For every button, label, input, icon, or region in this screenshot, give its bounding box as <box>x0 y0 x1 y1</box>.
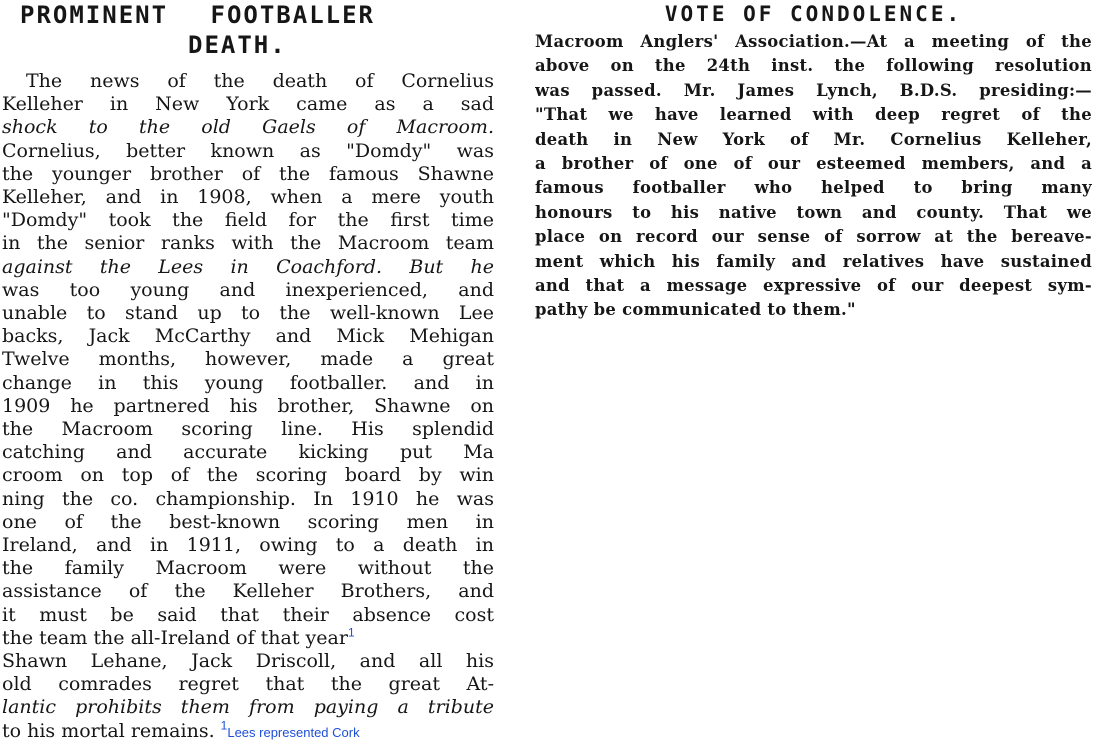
body-line: and that a message expressive of our deepest sym- <box>535 276 1092 296</box>
body-line: was too young and inexperienced, and <box>2 278 494 301</box>
headline-line-2: DEATH. <box>188 31 287 59</box>
body-line: catching and accurate kicking put Ma <box>2 441 494 464</box>
body-line: above on the 24th inst. the following resolution <box>535 56 1092 76</box>
footnote-note-marker: 1 <box>220 719 228 733</box>
body-line-with-footnote <box>2 627 494 650</box>
body-line: change in this young footballer. and in <box>2 371 494 394</box>
body-line: the Macroom scoring line. His splendid <box>2 418 494 441</box>
body-line: "Domdy" took the field for the first time <box>2 209 494 232</box>
body-line: Kelleher, and in 1908, when a mere youth <box>2 186 494 209</box>
body-line: a brother of one of our esteemed members, and a <box>535 154 1092 174</box>
body-line-with-footnote-note <box>2 720 494 744</box>
body-line: The news of the death of Cornelius <box>26 70 494 92</box>
headline: VOTE OF CONDOLENCE. <box>664 2 963 26</box>
body-line: "That we have learned with deep regret of the <box>535 105 1092 125</box>
body-line: the younger brother of the famous Shawne <box>2 162 494 185</box>
body-line: place on record our sense of sorrow at the bereave- <box>535 227 1092 247</box>
body-line: death in New York of Mr. Cornelius Kelleher, <box>535 129 1092 149</box>
body-line: unable to stand up to the well-known Lee <box>2 302 494 325</box>
body-line: lantic prohibits them from paying a tribute <box>2 696 494 719</box>
body-line: one of the best-known scoring men in <box>2 510 494 533</box>
body-line: in the senior ranks with the Macroom team <box>2 232 494 255</box>
body-line: croom on top of the scoring board by win <box>2 464 494 487</box>
article-body <box>535 30 1092 323</box>
article-prominent-footballer-death <box>2 0 494 744</box>
headline-line-1: PROMINENT FOOTBALLER <box>20 1 375 29</box>
article-vote-of-condolence <box>535 0 1092 323</box>
body-line: Cornelius, better known as "Domdy" was <box>2 139 494 162</box>
body-line: ning the co. championship. In 1910 he was <box>2 487 494 510</box>
body-line-text: to his mortal remains. <box>2 719 215 742</box>
body-line: it must be said that their absence cost <box>2 603 494 626</box>
body-line: Ireland, and in 1911, owing to a death in <box>2 534 494 557</box>
body-line: Macroom Anglers' Association.—At a meeting of the <box>535 32 1092 51</box>
body-line: famous footballer who helped to bring many <box>535 178 1092 198</box>
body-line: ment which his family and relatives have sustained <box>535 251 1092 271</box>
body-line: was passed. Mr. James Lynch, B.D.S. presiding:— <box>535 80 1092 100</box>
body-line: Twelve months, however, made a great <box>2 348 494 371</box>
body-line-text: the team the all-Ireland of that year <box>2 626 348 649</box>
footnote-marker: 1 <box>347 626 355 640</box>
body-line: honours to his native town and county. That we <box>535 202 1092 222</box>
body-line: pathy be communicated to them." <box>535 300 856 320</box>
body-line: assistance of the Kelleher Brothers, and <box>2 580 494 603</box>
footnote-annotation: Lees represented Cork <box>227 724 360 740</box>
body-line: against the Lees in Coachford. But he <box>2 255 494 278</box>
article-body <box>2 70 494 744</box>
body-line: 1909 he partnered his brother, Shawne on <box>2 394 494 417</box>
body-line: Shawn Lehane, Jack Driscoll, and all his <box>2 650 494 673</box>
body-line: shock to the old Gaels of Macroom. <box>2 116 494 139</box>
body-line: old comrades regret that the great At- <box>2 673 494 696</box>
body-line: Kelleher in New York came as a sad <box>2 93 494 116</box>
body-line: backs, Jack McCarthy and Mick Mehigan <box>2 325 494 348</box>
body-line: the family Macroom were without the <box>2 557 494 580</box>
